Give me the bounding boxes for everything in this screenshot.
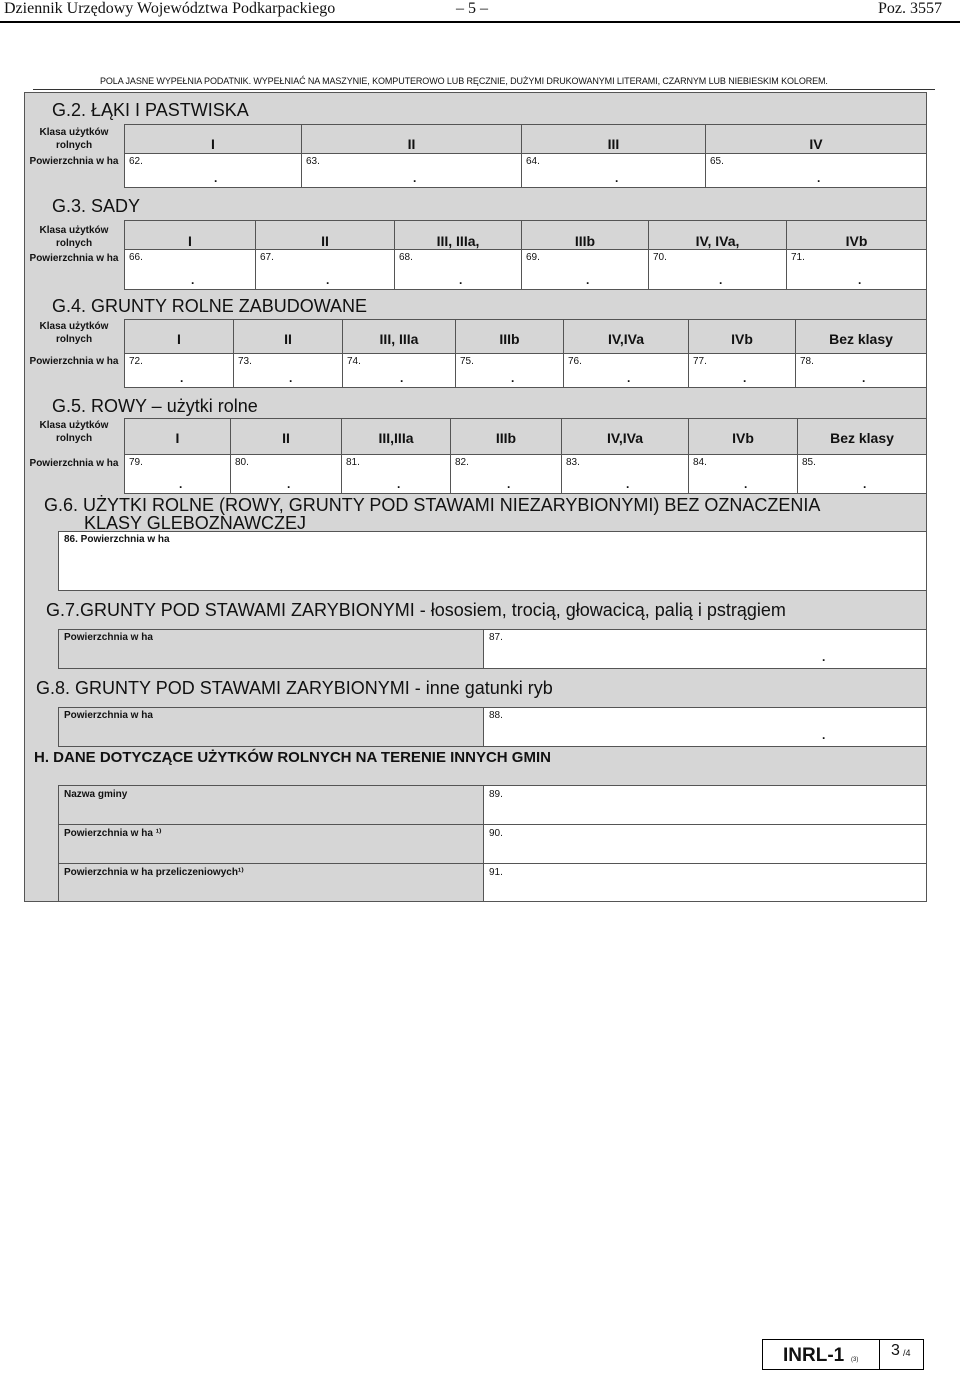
g4-class-label: Bez klasy — [829, 331, 893, 347]
h-row-label-cell — [58, 785, 484, 825]
g5-field-number: 81. — [346, 457, 360, 468]
g2-class-label: II — [407, 136, 416, 152]
g8-area-field[interactable] — [483, 707, 927, 747]
g2-field-number: 63. — [306, 156, 320, 167]
g7-field-number: 87. — [489, 632, 503, 643]
section-g3-title: G.3. SADY — [52, 196, 141, 216]
h-municipality-field[interactable] — [483, 785, 927, 825]
g8-field-number: 88. — [489, 710, 503, 721]
g3-class-cell — [786, 220, 927, 250]
g4-class-cell — [124, 319, 234, 354]
g5-area-field[interactable] — [797, 454, 927, 494]
g4-decimal-dot: . — [400, 371, 404, 385]
g5-class-cell — [124, 418, 231, 455]
g2-class-cell — [124, 124, 302, 154]
g5-decimal-dot: . — [179, 477, 183, 491]
g2-field-number: 62. — [129, 156, 143, 167]
g5-class-label: IV,IVa — [606, 430, 644, 446]
g8-decimal-dot: . — [822, 728, 826, 742]
g4-field-number: 76. — [568, 356, 582, 367]
page-header — [0, 0, 960, 24]
h-converted-area-label: Powierzchnia w ha przeliczeniowych¹⁾ — [64, 867, 244, 878]
g5-class-label: Bez klasy — [830, 430, 894, 446]
g3-class-cell — [648, 220, 787, 250]
section-g5-title: G.5. ROWY – użytki rolne — [52, 396, 258, 416]
g3-class-cell — [255, 220, 395, 250]
g3-area-field[interactable] — [124, 249, 256, 290]
g4-class-cell — [342, 319, 456, 354]
g4-class-cell — [563, 319, 689, 354]
g5-class-cell — [450, 418, 562, 455]
form-page: 3 — [891, 1342, 900, 1359]
g2-class-label: IV — [809, 136, 823, 152]
g4-area-field[interactable] — [455, 353, 564, 388]
g4-area-field[interactable] — [563, 353, 689, 388]
g3-area-label: Powierzchnia w ha — [29, 253, 119, 264]
g4-area-field[interactable] — [124, 353, 234, 388]
g5-area-field[interactable] — [230, 454, 342, 494]
g2-area-field[interactable] — [124, 153, 302, 188]
form-id-divider — [879, 1340, 880, 1369]
g3-field-number: 67. — [260, 252, 274, 263]
g5-field-number: 84. — [693, 457, 707, 468]
g4-area-label: Powierzchnia w ha — [29, 356, 119, 367]
g6-area-field[interactable] — [58, 531, 927, 591]
g5-area-field[interactable] — [124, 454, 231, 494]
g4-class-cell — [455, 319, 564, 354]
g3-decimal-dot: . — [858, 273, 862, 287]
g7-area-label: Powierzchnia w ha — [64, 632, 153, 643]
g8-label-cell — [58, 707, 484, 747]
g5-class-cell — [561, 418, 689, 455]
g3-field-number: 66. — [129, 252, 143, 263]
h-area-label: Powierzchnia w ha ¹⁾ — [64, 828, 162, 839]
g2-class-cell — [301, 124, 522, 154]
g3-area-field[interactable] — [255, 249, 395, 290]
g3-area-field[interactable] — [521, 249, 649, 290]
g3-decimal-dot: . — [586, 273, 590, 287]
g4-decimal-dot: . — [743, 371, 747, 385]
g2-decimal-dot: . — [214, 171, 218, 185]
g4-area-field[interactable] — [233, 353, 343, 388]
g4-field-number: 77. — [693, 356, 707, 367]
fill-instructions: POLA JASNE WYPEŁNIA PODATNIK. WYPEŁNIAĆ NA MASZYNIE, KOMPUTEROWO LUB RĘCZNIE, DUŻYMI DRUKOWANYMI LITERAMI, CZARNYM LUB NIEBIESKIM KOLOREM. — [100, 76, 828, 86]
g2-area-field[interactable] — [521, 153, 706, 188]
g4-area-field[interactable] — [342, 353, 456, 388]
g4-class-label: I — [177, 331, 181, 347]
g3-class-cell — [394, 220, 522, 250]
h-row-label-cell — [58, 824, 484, 864]
g4-class-label: III, IIIa — [379, 331, 419, 347]
section-g8-title: G.8. GRUNTY POD STAWAMI ZARYBIONYMI - inne gatunki ryb — [36, 678, 553, 698]
g3-class-label: III, IIIa, — [436, 233, 480, 249]
g4-class-label: II — [284, 331, 292, 347]
g5-field-number: 82. — [455, 457, 469, 468]
h-converted-area-field[interactable] — [483, 863, 927, 902]
g4-field-number: 72. — [129, 356, 143, 367]
g5-area-field[interactable] — [341, 454, 451, 494]
section-g7-title: G.7.GRUNTY POD STAWAMI ZARYBIONYMI - łososiem, trocią, głowacicą, palią i pstrągiem — [46, 600, 786, 620]
g5-class-label: IVb — [732, 430, 754, 446]
g5-class-cell — [230, 418, 342, 455]
g4-decimal-dot: . — [180, 371, 184, 385]
g7-area-field[interactable] — [483, 629, 927, 669]
g3-class-cell — [521, 220, 649, 250]
g2-area-field[interactable] — [301, 153, 522, 188]
journal-title: Dziennik Urzędowy Województwa Podkarpackiego — [4, 0, 336, 17]
g5-class-cell — [341, 418, 451, 455]
g2-decimal-dot: . — [615, 171, 619, 185]
g3-decimal-dot: . — [459, 273, 463, 287]
g3-field-number: 70. — [653, 252, 667, 263]
g5-decimal-dot: . — [863, 477, 867, 491]
g2-field-number: 65. — [710, 156, 724, 167]
g5-decimal-dot: . — [507, 477, 511, 491]
g4-class-label: Klasa użytków rolnych — [39, 321, 109, 345]
g6-area-label: 86. Powierzchnia w ha — [64, 534, 170, 545]
g2-class-label: III — [607, 136, 620, 152]
form-page-total: /4 — [903, 1348, 911, 1358]
g5-area-field[interactable] — [450, 454, 562, 494]
g3-field-number: 71. — [791, 252, 805, 263]
section-g6-title-line2: KLASY GLEBOZNAWCZEJ — [84, 513, 307, 529]
g3-field-number: 69. — [526, 252, 540, 263]
g5-decimal-dot: . — [744, 477, 748, 491]
section-h-title: H. DANE DOTYCZĄCE UŻYTKÓW ROLNYCH NA TERENIE INNYCH GMIN — [34, 749, 551, 766]
g5-area-field[interactable] — [561, 454, 689, 494]
g3-class-label: Klasa użytków rolnych — [39, 225, 109, 249]
g4-decimal-dot: . — [289, 371, 293, 385]
g5-class-cell — [797, 418, 927, 455]
h-municipality-label: Nazwa gminy — [64, 789, 128, 800]
g2-field-number: 64. — [526, 156, 540, 167]
g3-area-field[interactable] — [786, 249, 927, 290]
g5-class-label: Klasa użytków rolnych — [39, 420, 109, 444]
g4-field-number: 74. — [347, 356, 361, 367]
g5-decimal-dot: . — [397, 477, 401, 491]
g5-class-label: II — [282, 430, 290, 446]
g4-class-label: IIIb — [499, 331, 520, 347]
page-number: – 5 – — [456, 0, 488, 17]
g2-area-label: Powierzchnia w ha — [29, 156, 119, 167]
g3-class-label: IIIb — [574, 233, 596, 249]
instructions-rule — [33, 89, 935, 90]
g7-decimal-dot: . — [822, 650, 826, 664]
h-field-89: 89. — [489, 789, 503, 800]
g3-field-number: 68. — [399, 252, 413, 263]
g4-class-label: IV,IVa — [607, 331, 645, 347]
h-area-field[interactable] — [483, 824, 927, 864]
g2-class-cell — [521, 124, 706, 154]
g4-decimal-dot: . — [862, 371, 866, 385]
position-number: Poz. 3557 — [878, 0, 942, 17]
g5-field-number: 85. — [802, 457, 816, 468]
g7-label-cell — [58, 629, 484, 669]
g2-decimal-dot: . — [413, 171, 417, 185]
g5-area-label: Powierzchnia w ha — [29, 458, 119, 469]
form-version: (3) — [851, 1357, 859, 1363]
g3-area-field[interactable] — [648, 249, 787, 290]
g5-decimal-dot: . — [626, 477, 630, 491]
h-field-91: 91. — [489, 867, 503, 878]
g5-class-label: I — [175, 430, 180, 446]
g4-area-field[interactable] — [688, 353, 796, 388]
g3-decimal-dot: . — [326, 273, 330, 287]
g3-decimal-dot: . — [191, 273, 195, 287]
g2-area-field[interactable] — [705, 153, 927, 188]
section-g2-title: G.2. ŁĄKI I PASTWISKA — [52, 100, 249, 120]
g2-class-label: Klasa użytków rolnych — [39, 127, 109, 151]
h-field-90: 90. — [489, 828, 503, 839]
g5-area-field[interactable] — [688, 454, 798, 494]
g5-field-number: 79. — [129, 457, 143, 468]
g5-class-cell — [688, 418, 798, 455]
g3-class-label: II — [321, 233, 329, 249]
g8-area-label: Powierzchnia w ha — [64, 710, 153, 721]
form-id-box — [762, 1339, 924, 1370]
g3-class-label: IV, IVa, — [695, 233, 740, 249]
g5-class-label: IIIb — [495, 430, 517, 446]
g4-decimal-dot: . — [627, 371, 631, 385]
g5-class-label: III,IIIa — [378, 430, 414, 446]
section-g6-title-line1: G.6. UŻYTKI ROLNE (ROWY, GRUNTY POD STAWAMI NIEZARYBIONYMI) BEZ OZNACZENIA — [44, 495, 821, 515]
g4-class-cell — [795, 319, 927, 354]
g4-field-number: 78. — [800, 356, 814, 367]
form-code: INRL-1 — [783, 1345, 845, 1366]
g4-class-label: IVb — [731, 331, 753, 347]
g4-decimal-dot: . — [511, 371, 515, 385]
g2-class-label: I — [211, 136, 215, 152]
g5-decimal-dot: . — [287, 477, 291, 491]
section-g4-title: G.4. GRUNTY ROLNE ZABUDOWANE — [52, 296, 368, 316]
g3-class-label: IVb — [845, 233, 868, 249]
g4-class-cell — [688, 319, 796, 354]
g5-field-number: 80. — [235, 457, 249, 468]
g2-class-cell — [705, 124, 927, 154]
g4-class-cell — [233, 319, 343, 354]
g3-class-label: I — [188, 233, 192, 249]
g5-field-number: 83. — [566, 457, 580, 468]
g2-decimal-dot: . — [817, 171, 821, 185]
g3-decimal-dot: . — [719, 273, 723, 287]
g3-class-cell — [124, 220, 256, 250]
header-rule — [0, 21, 960, 23]
g4-field-number: 75. — [460, 356, 474, 367]
h-row-label-cell — [58, 863, 484, 902]
g3-area-field[interactable] — [394, 249, 522, 290]
g4-field-number: 73. — [238, 356, 252, 367]
g4-area-field[interactable] — [795, 353, 927, 388]
